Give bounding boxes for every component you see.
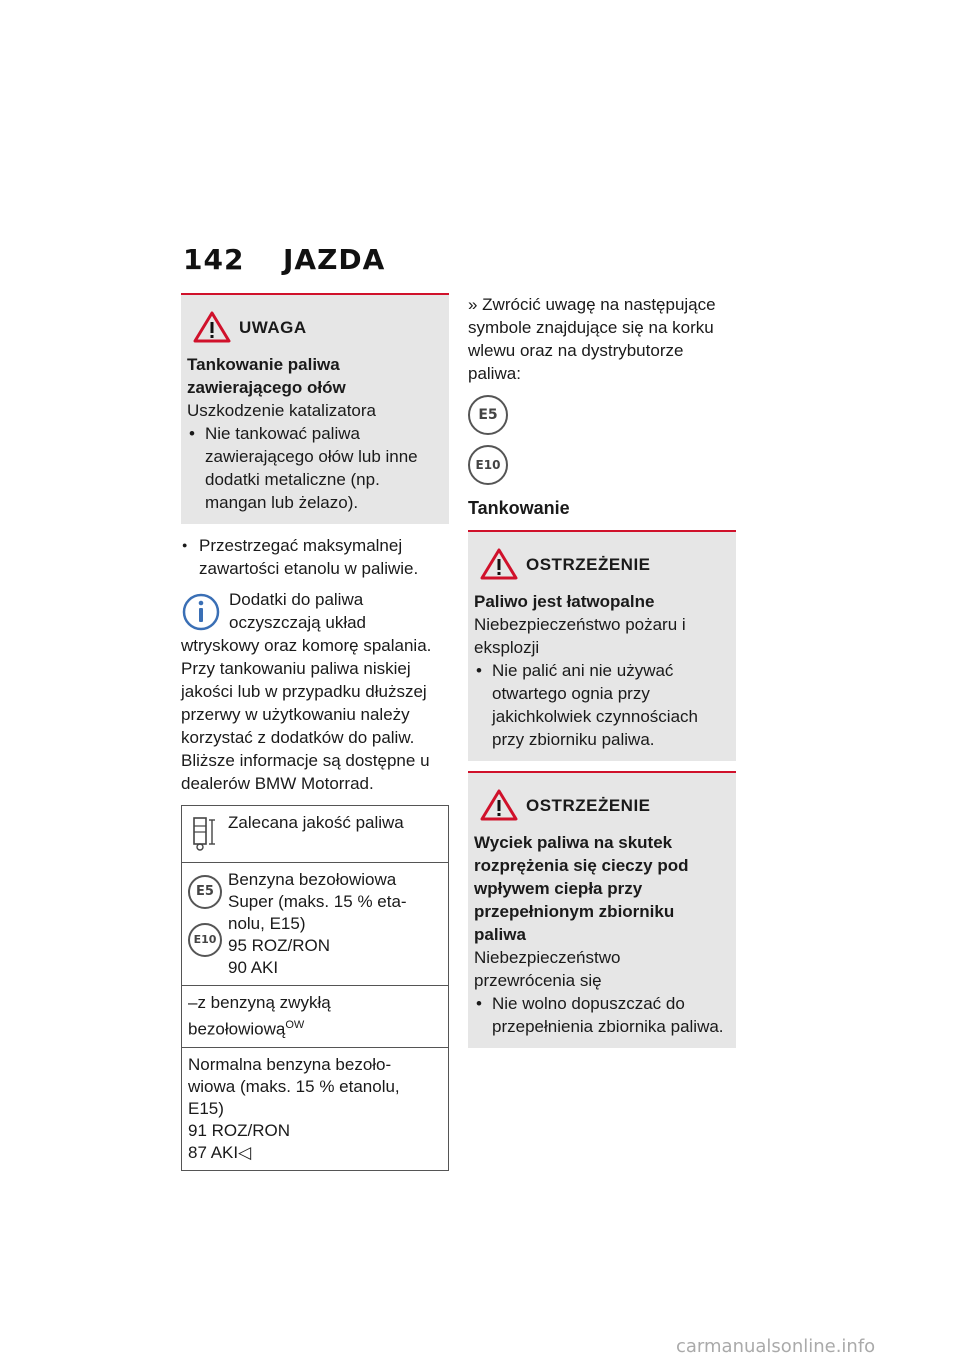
premium-line: 95 ROZ/RON	[228, 936, 331, 955]
premium-line: Super (maks. 15 % eta-	[228, 892, 407, 911]
left-column	[181, 293, 449, 1171]
warning-box-fire	[468, 530, 736, 761]
watermark: carmanualsonline.info	[676, 1336, 876, 1357]
page-header	[183, 243, 385, 276]
warning-box-head	[480, 548, 726, 580]
normal-line: 87 AKI◁	[188, 1142, 252, 1162]
table-header: Zalecana jakość paliwa	[228, 813, 404, 832]
warning-bullet: • Nie palić ani nie używać otwartego ognia przy jakichkolwiek czynnościach przy zbiorniku paliwa.	[474, 659, 726, 751]
normal-line: 91 ROZ/RON	[188, 1120, 291, 1140]
warning-label: OSTRZEŻENIE	[526, 795, 651, 815]
table-cell-normal	[182, 1047, 449, 1170]
info-note	[181, 588, 449, 795]
table-header-cell	[182, 806, 449, 863]
right-column	[468, 293, 736, 1048]
warning-label: UWAGA	[239, 317, 307, 337]
warning-text: Niebezpieczeństwo pożaru i eksplozji	[474, 615, 686, 657]
regular-note-text: –z benzyną zwykłą bezołowiową	[188, 993, 331, 1039]
section-heading-tankowanie: Tankowanie	[468, 498, 570, 518]
table-row	[182, 1047, 449, 1170]
table-row	[182, 806, 449, 863]
fuel-quality-table	[181, 805, 449, 1171]
warning-triangle-icon	[480, 548, 518, 580]
warning-bullets	[187, 422, 439, 514]
ow-superscript: OW	[285, 1019, 305, 1031]
warning-heading: Paliwo jest łatwopalne	[474, 592, 655, 611]
premium-line: Benzyna bezołowiowa	[228, 870, 397, 889]
warning-box-uwaga	[181, 293, 449, 524]
ethanol-bullet-list	[181, 534, 449, 580]
premium-line: 90 AKI	[228, 958, 279, 977]
ethanol-bullet: ● Przestrzegać maksymalnej zawartości etanolu w paliwie.	[181, 534, 449, 580]
warning-box-head	[193, 311, 439, 343]
e5-symbol-icon: E5	[468, 395, 508, 435]
warning-text: Uszkodzenie katalizatora	[187, 401, 376, 420]
e5-badge-icon: E5	[188, 875, 222, 909]
warning-heading: Wyciek paliwa na skutek rozprężenia się cieczy pod wpływem ciepła przy przepełnionym zbiorniku paliwa	[474, 833, 689, 944]
normal-line: Normalna benzyna bezoło-	[188, 1054, 392, 1074]
info-text: Dodatki do paliwa oczyszczają układ wtryskowy oraz komorę spalania. Przy tankowaniu paliwa niskiej jakości lub w przypadku dłuższej przerwy w użytkowaniu należy korzystać z dodatków do paliw. Bliższe informacje są dostępne u dealerów BMW Motorrad.	[181, 590, 432, 793]
normal-line: wiowa (maks. 15 % etanolu,	[188, 1076, 400, 1096]
page-number: 142	[183, 243, 245, 276]
step-instruction: » Zwrócić uwagę na następujące symbole znajdujące się na korku wlewu oraz na dystrybutorze paliwa:	[468, 295, 716, 383]
warning-text: Niebezpieczeństwo przewrócenia się	[474, 948, 621, 990]
warning-bullet: • Nie wolno dopuszczać do przepełnienia zbiornika paliwa.	[474, 992, 726, 1038]
table-cell-regular-note	[182, 986, 449, 1048]
table-row	[182, 986, 449, 1048]
normal-line: E15)	[188, 1098, 224, 1118]
fuel-badges	[468, 395, 736, 485]
warning-bullet: • Nie tankować paliwa zawierającego ołów lub inne dodatki metaliczne (np. mangan lub żelazo).	[187, 422, 439, 514]
e10-symbol-icon: E10	[468, 445, 508, 485]
warning-label: OSTRZEŻENIE	[526, 554, 651, 574]
warning-box-overflow	[468, 771, 736, 1048]
premium-line: nolu, E15)	[228, 914, 306, 933]
table-cell-premium	[182, 863, 449, 986]
fuel-pump-icon	[188, 812, 222, 854]
warning-triangle-icon	[193, 311, 231, 343]
e10-badge-icon: E10	[188, 923, 222, 957]
info-icon	[181, 592, 221, 632]
warning-triangle-icon	[480, 789, 518, 821]
warning-bullets	[474, 992, 726, 1038]
table-row	[182, 863, 449, 986]
section-title: JAZDA	[283, 243, 386, 276]
warning-bullets	[474, 659, 726, 751]
warning-heading: Tankowanie paliwa zawierającego ołów	[187, 355, 346, 397]
warning-box-head	[480, 789, 726, 821]
